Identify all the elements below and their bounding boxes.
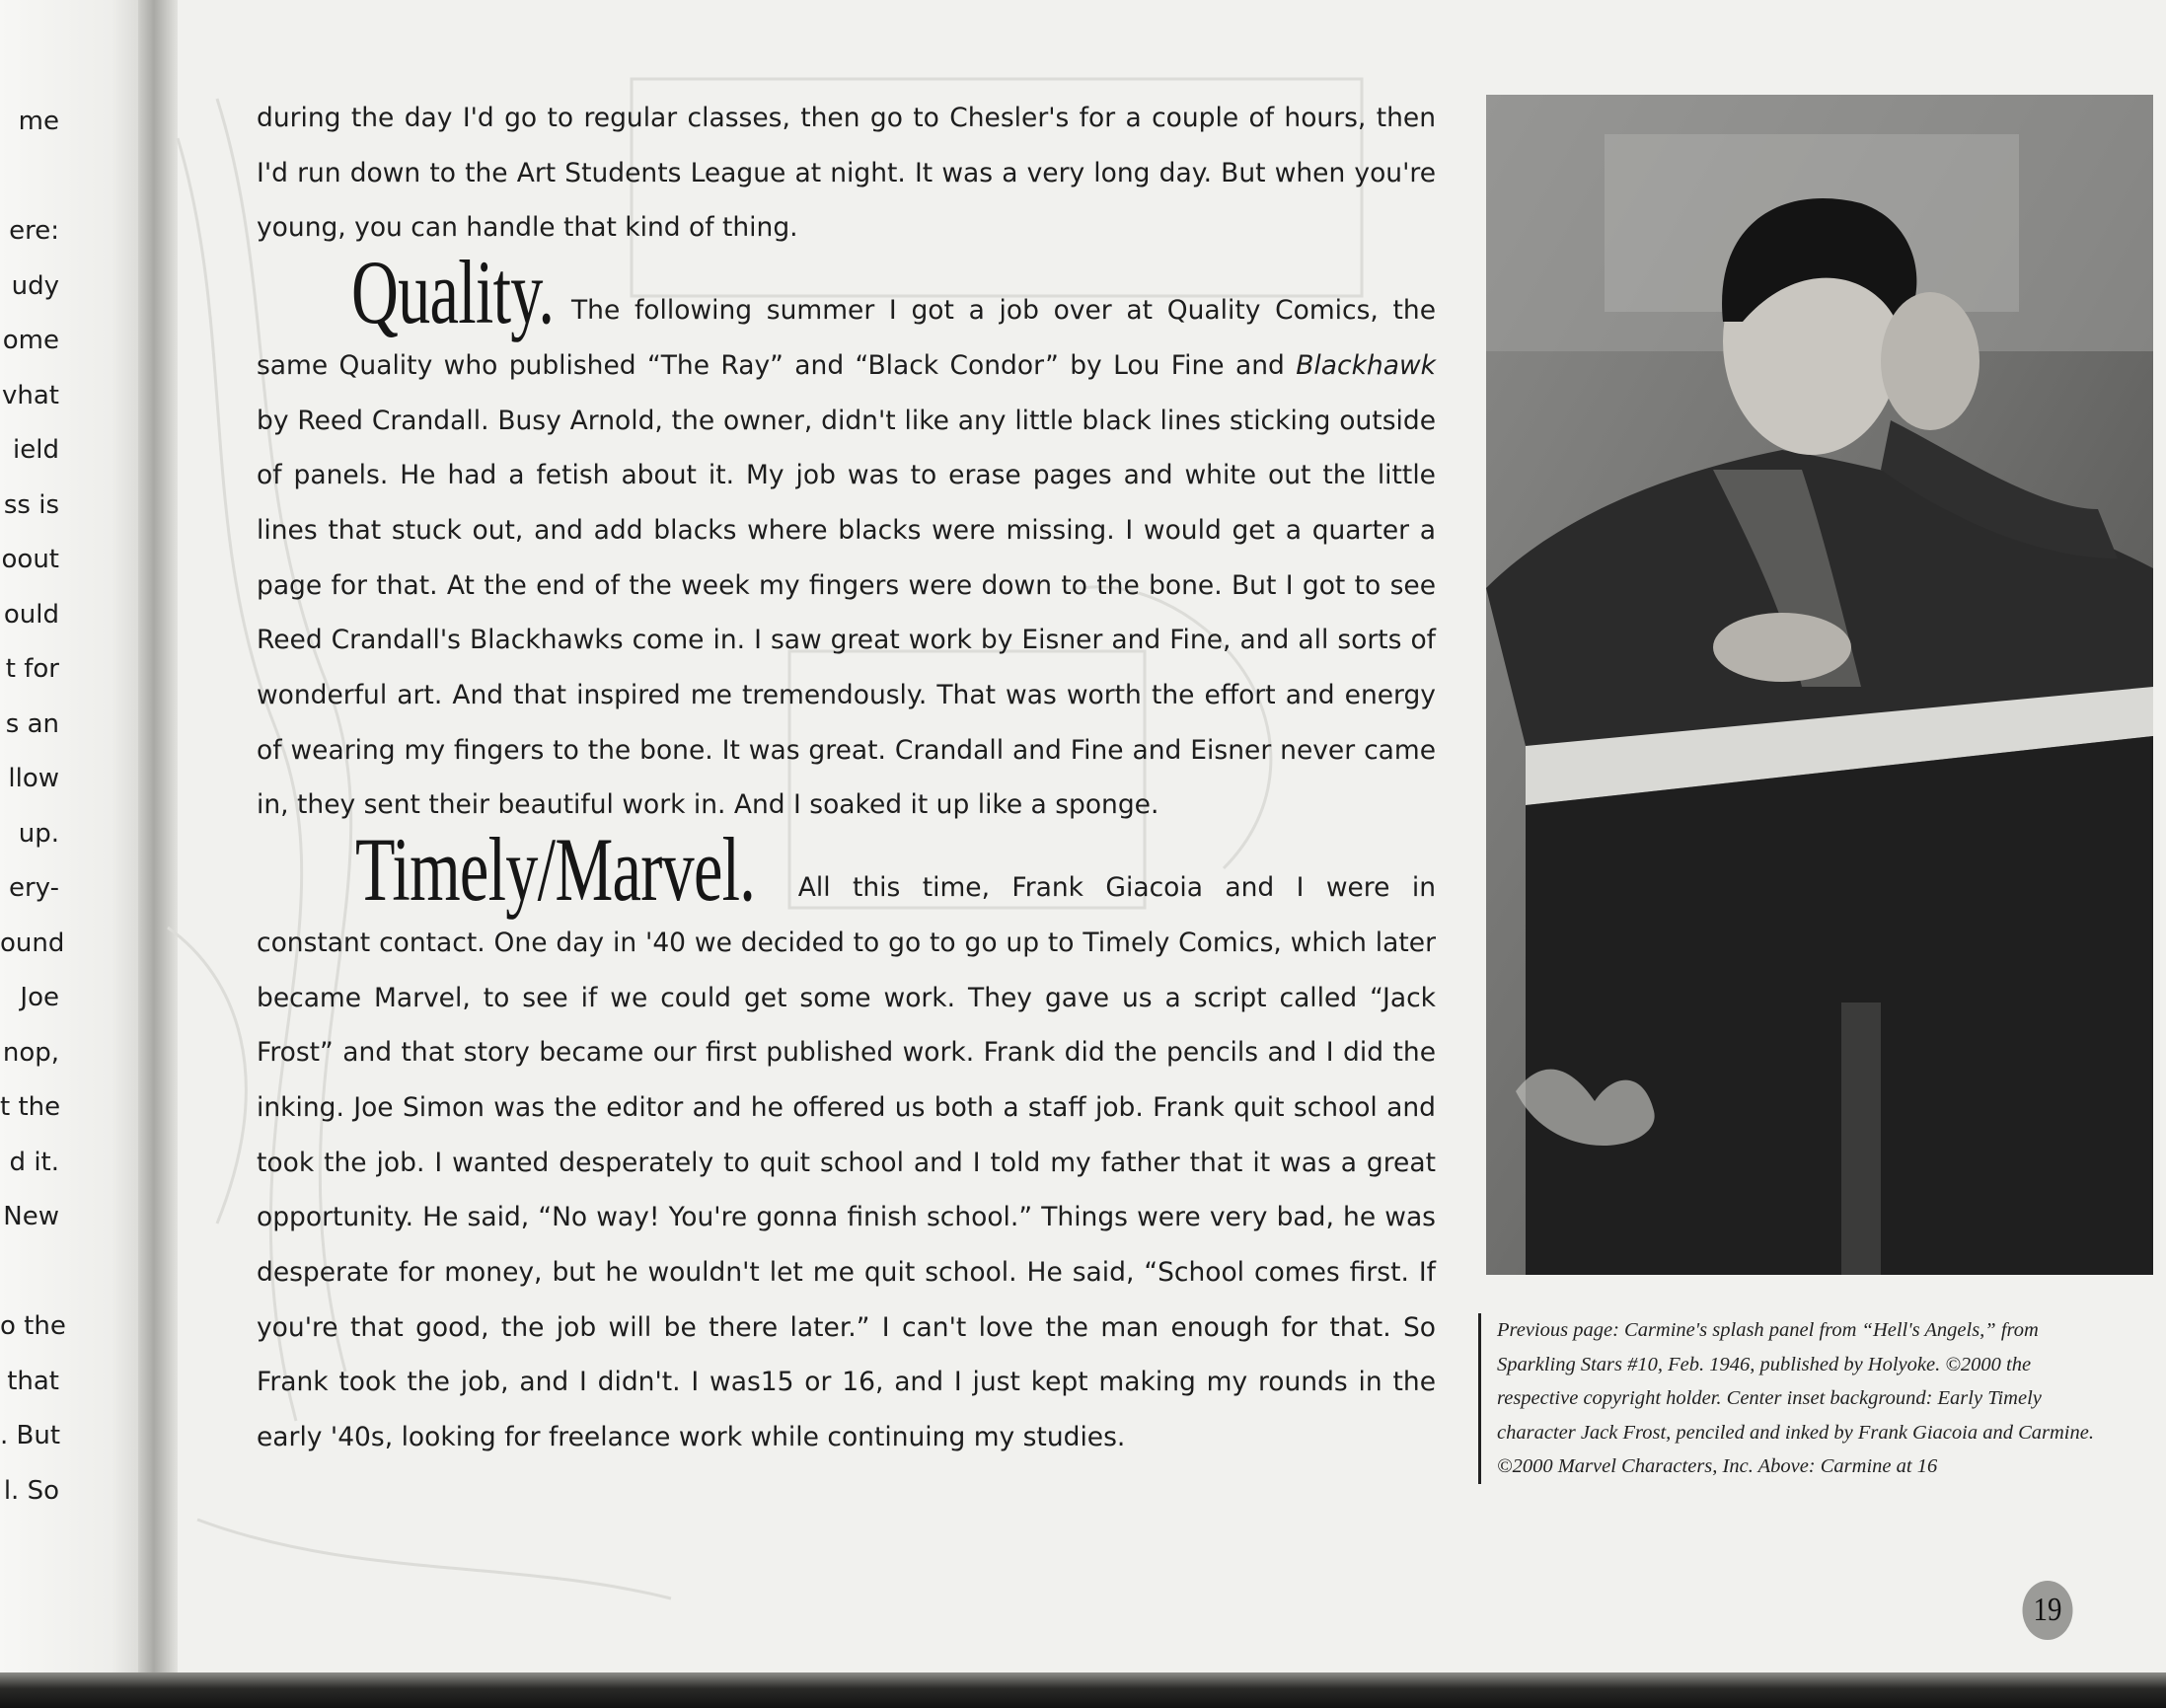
left-page-fragment: ield xyxy=(13,435,59,465)
left-page-fragment: . But xyxy=(0,1421,61,1450)
left-page-fragment: l. So xyxy=(3,1475,59,1506)
left-page-fragment: oout xyxy=(1,545,59,574)
left-page-fragment: ound xyxy=(0,928,65,958)
left-page-fragment: nop, xyxy=(2,1037,59,1068)
left-page-fragment: udy xyxy=(11,270,59,301)
quality-text-part-1: The following summer I got a job over at Quality Comics, the same Quality who published “The Ray” and “Black Condor” by Lou Fine and xyxy=(257,295,1436,381)
left-page-fragment: that xyxy=(7,1366,59,1396)
intro-paragraph: during the day I'd go to regular classes, then go to Chesler's for a couple of hours, then I'd run down to the Art Students League at night. It was a very long day. But when you're young, you can handle that kind of thing. xyxy=(257,103,1436,244)
left-page-fragment: t the xyxy=(0,1092,61,1122)
photo-carmine-at-16 xyxy=(1486,95,2153,1275)
timely-text: All this time, Frank Giacoia and I were in constant contact. One day in '40 we decided to go to go up to Timely Comics, which later became Marvel, to see if we could get some work. They gave us a script called “Jack Frost” and that story became our first published work. Frank did the pencils and I did the inking. Joe Simon was the editor and he offered us both a staff job. Frank quit school and took the job. I wanted desperately to quit school and I told my father that it was a great opportunity. He said, “No way! You're gonna finish school.” Things were very bad, he was desperate for money, but he wouldn't let me quit school. He said, “School comes first. If you're that good, the job will be there later.” I can't love the man enough for that. So Frank took the job, and I didn't. I was15 or 16, and I just kept making my rounds in the early '40s, looking for freelance work while continuing my studies. xyxy=(257,872,1436,1453)
blackhawk-title: Blackhawk xyxy=(1296,349,1436,381)
page-bottom-edge xyxy=(0,1672,2166,1708)
timely-section xyxy=(257,819,1436,1465)
left-page-fragment: llow xyxy=(8,764,59,793)
left-page-fragment: s an xyxy=(5,708,59,739)
left-page-fragment xyxy=(0,150,59,205)
left-page-fragment: d it. xyxy=(9,1147,59,1177)
left-page-fragment: ss is xyxy=(3,489,59,520)
left-page-fragment: ere: xyxy=(9,216,59,246)
left-page-text-fragments xyxy=(0,95,66,1519)
main-text-column xyxy=(257,91,1436,1465)
left-page-fragment: o the xyxy=(0,1311,66,1341)
quality-heading: Quality. xyxy=(351,242,555,343)
photo-caption: Previous page: Carmine's splash panel from “Hell's Angels,” from Sparkling Stars #10, Feb. 1946, published by Holyoke. ©2000 the respective copyright holder. Center inset background: Early Timely character Jack Frost, penciled and inked by Frank Giacoia and Carmine. ©2000 Marvel Characters, Inc. Above: Carmine at 16 xyxy=(1478,1313,2099,1484)
left-page-fragment: me xyxy=(18,107,59,136)
left-facing-page xyxy=(0,0,148,1677)
left-page-fragment: ould xyxy=(3,599,59,630)
page-number: 19 xyxy=(2023,1581,2073,1640)
quality-text-part-2: by Reed Crandall. Busy Arnold, the owner, didn't like any little black lines sticking outside of panels. He had a fetish about it. My job was to erase pages and white out the little lines that stuck out, and add blacks where blacks were missing. I would get a quarter a page for that. At the end of the week my fingers were down to the bone. But I got to see Reed Crandall's Blackhawks come in. I saw great work by Eisner and Fine, and all sorts of wonderful art. And that inspired me tremendously. That was worth the effort and energy of wearing my fingers to the bone. It was great. Crandall and Fine and Eisner never came in, they sent their beautiful work in. And I soaked it up like a sponge. xyxy=(257,405,1436,821)
left-page-fragment: ome xyxy=(2,326,59,355)
timely-marvel-heading: Timely/Marvel. xyxy=(355,819,756,921)
left-page-fragment xyxy=(0,1245,59,1300)
left-page-fragment: New xyxy=(3,1202,59,1231)
left-page-fragment: up. xyxy=(18,818,59,849)
left-page-fragment: t for xyxy=(5,654,59,684)
quality-section xyxy=(257,242,1436,833)
left-page-fragment: ery- xyxy=(9,873,59,903)
left-page-fragment: Joe xyxy=(20,983,59,1012)
left-page-fragment: vhat xyxy=(2,380,59,410)
